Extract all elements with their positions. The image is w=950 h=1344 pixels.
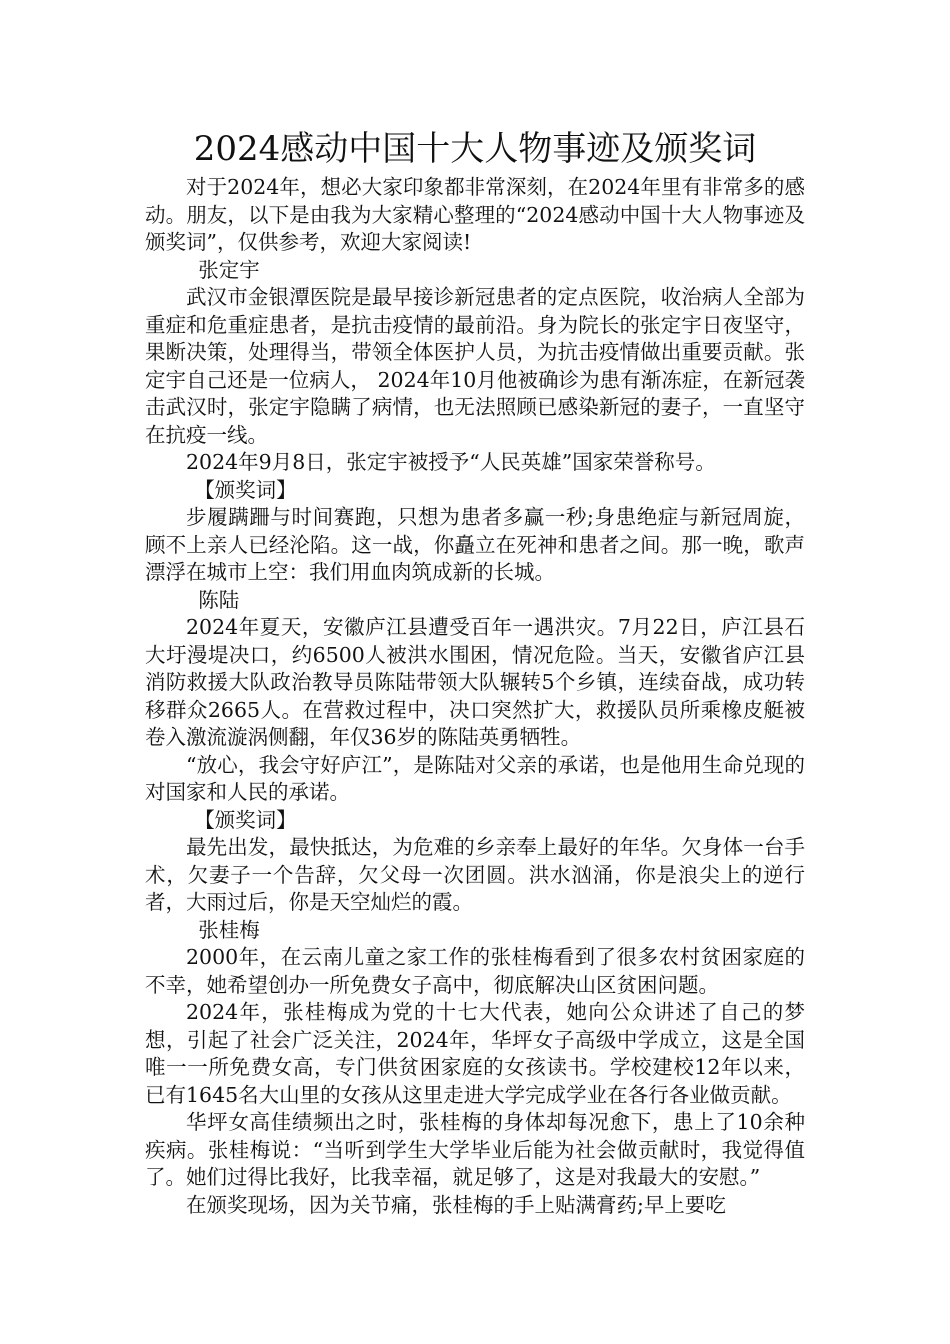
- award-text: 步履蹒跚与时间赛跑，只想为患者多赢一秒;身患绝症与新冠周旋，顾不上亲人已经沦陷。这一战，你矗立在死神和患者之间。那一晚，歌声漂浮在城市上空：我们用血肉筑成新的长城。: [145, 505, 805, 584]
- section-paragraph: 华坪女高佳绩频出之时，张桂梅的身体却每况愈下，患上了10余种疾病。张桂梅说：“当听到学生大学毕业后能为社会做贡献时，我觉得值了。她们过得比我好，比我幸福，就足够了，这是对我最大的安慰。”: [145, 1110, 805, 1189]
- document-title: 2024感动中国十大人物事迹及颁奖词: [193, 129, 757, 169]
- section-paragraph: 2000年，在云南儿童之家工作的张桂梅看到了很多农村贫困家庭的不幸，她希望创办一所免费女子高中，彻底解决山区贫困问题。: [145, 945, 805, 997]
- section-paragraph: 2024年9月8日，张定宇被授予“人民英雄”国家荣誉称号。: [186, 450, 716, 474]
- section-paragraph: “放心，我会守好庐江”，是陈陆对父亲的承诺，也是他用生命兑现的对国家和人民的承诺。: [145, 752, 805, 804]
- section-heading-zhang-dingyu: 张定宇: [198, 257, 260, 282]
- section-paragraph: 2024年，张桂梅成为党的十七大代表，她向公众讲述了自己的梦想，引起了社会广泛关注，2024年，华坪女子高级中学成立，这是全国唯一一所免费女高，专门供贫困家庭的女孩读书。学校建校12年以来，已有1645名大山里的女孩从这里走进大学完成学业在各行各业做贡献。: [145, 1000, 805, 1107]
- section-paragraph: 2024年夏天，安徽庐江县遭受百年一遇洪灾。7月22日，庐江县石大圩漫堤决口，约6500人被洪水围困，情况危险。当天，安徽省庐江县消防救援大队政治教导员陈陆带领大队辗转5个乡镇，连续奋战，成功转移群众2665人。在营救过程中，决口突然扩大，救援队员所乘橡皮艇被卷入激流漩涡侧翻，年仅36岁的陈陆英勇牺牲。: [145, 615, 805, 749]
- document-page: [145, 124, 805, 1219]
- section-heading-zhang-guimei: 张桂梅: [198, 917, 260, 942]
- award-label: 【颁奖词】: [194, 807, 297, 832]
- award-label: 【颁奖词】: [194, 477, 297, 502]
- award-text: 最先出发，最快抵达，为危难的乡亲奉上最好的年华。欠身体一台手术，欠妻子一个告辞，欠父母一次团圆。洪水汹涌，你是浪尖上的逆行者，大雨过后，你是天空灿烂的霞。: [145, 835, 805, 914]
- intro-paragraph: 对于2024年，想必大家印象都非常深刻，在2024年里有非常多的感动。朋友，以下是由我为大家精心整理的“2024感动中国十大人物事迹及颁奖词”，仅供参考，欢迎大家阅读!: [145, 175, 805, 254]
- section-paragraph: 在颁奖现场，因为关节痛，张桂梅的手上贴满膏药;早上要吃: [186, 1192, 726, 1217]
- section-heading-chen-lu: 陈陆: [198, 587, 240, 612]
- section-paragraph: 武汉市金银潭医院是最早接诊新冠患者的定点医院，收治病人全部为重症和危重症患者，是抗击疫情的最前沿。身为院长的张定宇日夜坚守，果断决策，处理得当，带领全体医护人员，为抗击疫情做出重要贡献。张定宇自己还是一位病人， 2024年10月他被确诊为患有渐冻症，在新冠袭击武汉时，张定宇隐瞒了病情，也无法照顾已感染新冠的妻子，一直坚守在抗疫一线。: [145, 285, 805, 447]
